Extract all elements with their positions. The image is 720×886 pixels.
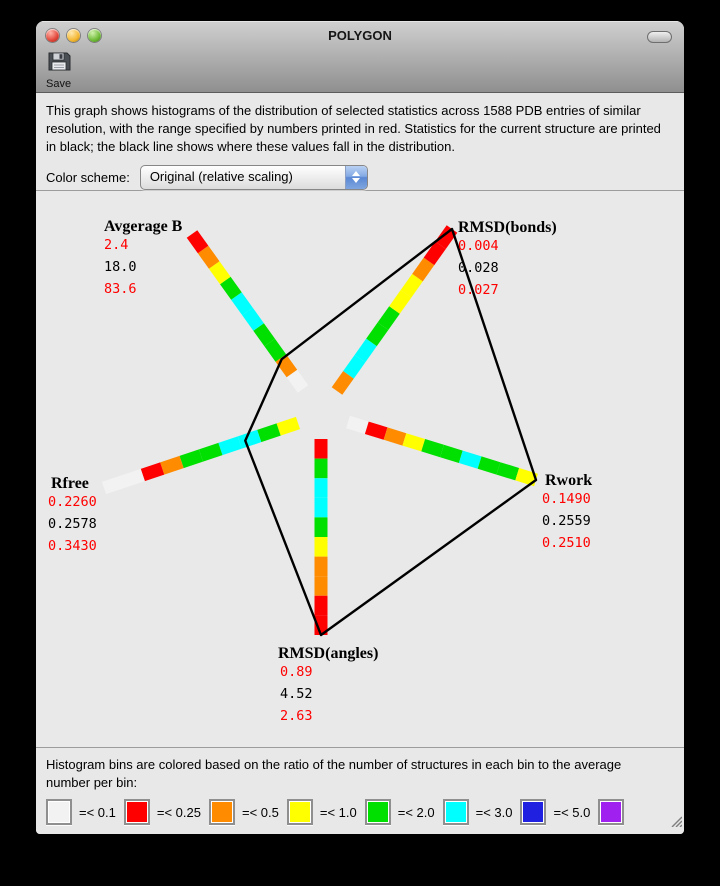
- legend-label: =< 3.0: [475, 804, 513, 820]
- axis-range-value: 0.1490: [542, 491, 591, 507]
- axis-range-value: 0.89: [280, 664, 313, 680]
- histogram-bin: [292, 374, 303, 390]
- histogram-bin: [337, 375, 349, 391]
- legend-item: [209, 799, 279, 825]
- legend-item: [598, 799, 624, 825]
- legend-caption: Histogram bins are colored based on the ratio of the number of structures in each bin to the average number per bin:: [46, 757, 622, 790]
- axis-title: Avgerage B: [104, 218, 183, 235]
- axis-range-value: 0.2260: [48, 494, 97, 510]
- histogram-bin: [236, 296, 247, 312]
- histogram-bin: [418, 261, 430, 277]
- axis-range-value: 2.63: [280, 708, 313, 724]
- save-icon: [47, 51, 71, 77]
- histogram-bin: [480, 463, 499, 469]
- legend-panel: [36, 748, 684, 834]
- legend-swatch: [443, 799, 469, 825]
- histogram-bin: [372, 326, 384, 342]
- polygon-plot-panel: [36, 191, 684, 748]
- histogram-bin: [259, 327, 270, 343]
- histogram-bin: [182, 456, 201, 463]
- polygon-plot: [36, 191, 684, 747]
- histogram-bin: [423, 445, 442, 451]
- histogram-bin: [395, 294, 407, 310]
- legend-row: [46, 799, 674, 825]
- legend-label: =< 2.0: [397, 804, 435, 820]
- description-panel: [36, 93, 684, 191]
- toolbar-toggle-button[interactable]: [647, 31, 672, 43]
- histogram-bin: [406, 278, 418, 294]
- legend-item: [365, 799, 435, 825]
- histogram-bin: [259, 430, 278, 437]
- axis-range-value: 0.004: [458, 238, 499, 254]
- axis-range-value: 0.3430: [48, 538, 97, 554]
- histogram-bin: [248, 312, 259, 328]
- histogram-bin: [162, 462, 181, 469]
- legend-swatch: [365, 799, 391, 825]
- axis-range-value: 0.2510: [542, 535, 591, 551]
- stepper-arrows-icon: [345, 166, 367, 189]
- axis-title: RMSD(bonds): [458, 219, 557, 236]
- histogram-bin: [360, 342, 372, 358]
- titlebar[interactable]: [36, 21, 684, 50]
- axis-current-value: 0.028: [458, 260, 499, 276]
- description-text: This graph shows histograms of the distribution of selected statistics across 1588 PDB entries of similar resolution, with the range specified by numbers printed in red. Statistics for the current structure are printed in black; the black line shows where these values fall in the distribution.: [46, 103, 661, 155]
- histogram-bin: [201, 449, 220, 456]
- legend-swatch: [598, 799, 624, 825]
- minimize-button[interactable]: [67, 29, 80, 42]
- legend-item: [520, 799, 590, 825]
- color-scheme-label: Color scheme:: [46, 169, 130, 185]
- legend-item: [46, 799, 116, 825]
- axis-current-value: 4.52: [280, 686, 313, 702]
- window-chrome: [36, 21, 684, 93]
- legend-item: [287, 799, 357, 825]
- histogram-bin: [240, 436, 259, 443]
- toolbar: [36, 50, 684, 92]
- legend-label: =< 5.0: [553, 804, 591, 820]
- axis-current-value: 0.2559: [542, 513, 591, 529]
- legend-swatch: [520, 799, 546, 825]
- traffic-lights: [46, 29, 101, 42]
- axis-title: RMSD(angles): [278, 645, 379, 662]
- histogram-bin: [349, 359, 361, 375]
- legend-item: [124, 799, 201, 825]
- histogram-bin: [461, 457, 480, 463]
- histogram-bin: [143, 469, 162, 476]
- zoom-button[interactable]: [88, 29, 101, 42]
- histogram-bin: [386, 434, 405, 440]
- resize-grip[interactable]: [669, 814, 682, 832]
- axis-current-value: 0.2578: [48, 516, 97, 532]
- axis-range-value: 83.6: [104, 281, 137, 297]
- close-button[interactable]: [46, 29, 59, 42]
- legend-swatch: [124, 799, 150, 825]
- legend-label: =< 0.5: [241, 804, 279, 820]
- axis-range-value: 0.027: [458, 282, 499, 298]
- window-title: POLYGON: [328, 28, 392, 43]
- legend-label: =< 1.0: [319, 804, 357, 820]
- histogram-bin: [203, 250, 214, 266]
- axis-range-value: 2.4: [104, 237, 129, 253]
- axis-title: Rfree: [51, 475, 89, 492]
- histogram-bin: [123, 475, 142, 482]
- legend-swatch: [209, 799, 235, 825]
- histogram-bin: [367, 428, 386, 434]
- color-scheme-dropdown[interactable]: [140, 165, 368, 190]
- histogram-bin: [270, 343, 281, 359]
- histogram-bin: [225, 281, 236, 297]
- histogram-bin: [192, 234, 203, 250]
- save-button-label: Save: [46, 78, 72, 90]
- histogram-bin: [404, 439, 423, 445]
- histogram-bin: [279, 423, 298, 430]
- histogram-bin: [442, 451, 461, 457]
- legend-label: =< 0.1: [79, 804, 116, 820]
- histogram-bin: [214, 265, 225, 281]
- legend-item: [443, 799, 513, 825]
- save-button[interactable]: [46, 51, 71, 90]
- color-scheme-row: [46, 165, 674, 190]
- histogram-bin: [104, 482, 123, 489]
- histogram-bin: [348, 422, 367, 428]
- color-scheme-selected-value: Original (relative scaling): [149, 168, 293, 184]
- histogram-bin: [383, 310, 395, 326]
- histogram-bin: [220, 443, 239, 450]
- axis-current-value: 18.0: [104, 259, 137, 275]
- polygon-window: [36, 21, 684, 834]
- axis-title: Rwork: [545, 472, 593, 489]
- histogram-bin: [498, 468, 517, 474]
- legend-swatch: [46, 799, 72, 825]
- legend-swatch: [287, 799, 313, 825]
- histogram-bin: [429, 245, 441, 261]
- legend-label: =< 0.25: [156, 804, 201, 820]
